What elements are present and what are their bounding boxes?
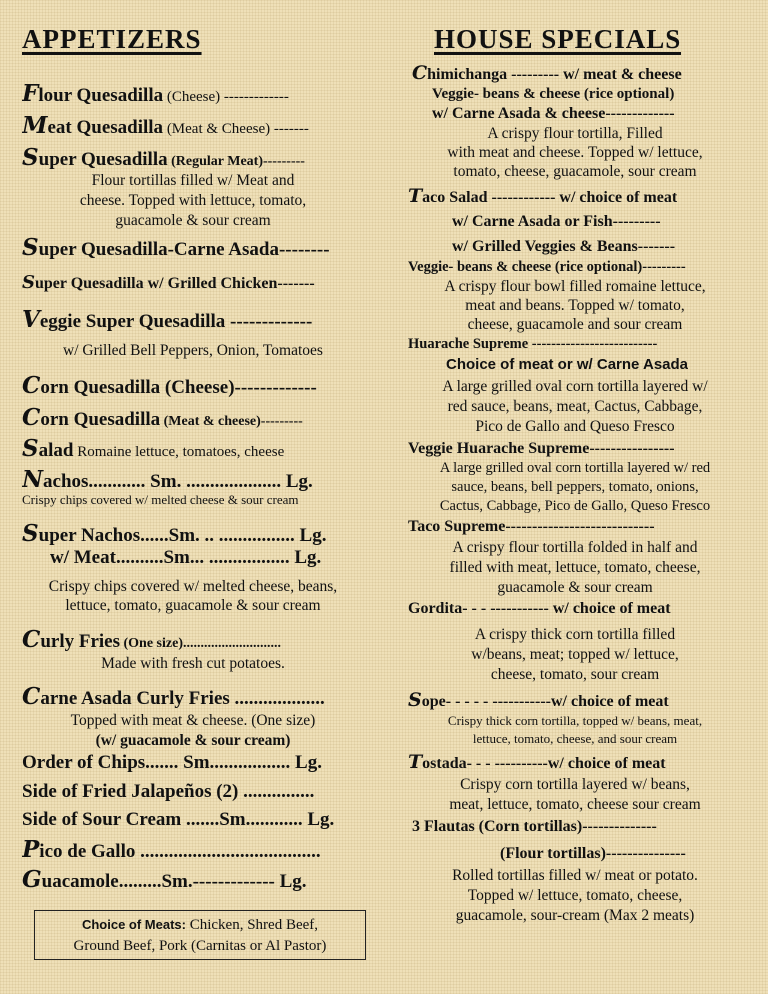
menu-item-nachos: Nachos............ Sm. .................... Lg. (22, 466, 313, 493)
taco-salad-carne-asada: w/ Carne Asada or Fish--------- (452, 213, 661, 230)
menu-item-super-quesadilla-carne-asada: Super Quesadilla-Carne Asada-------- (22, 234, 330, 261)
menu-item-corn-quesadilla-meat: Corn Quesadilla (Meat & cheese)--------- (22, 404, 303, 431)
item-description: cheese. Topped with lettuce, tomato, (79, 192, 307, 209)
menu-item-sope: Sope- - - - - -----------w/ choice of meat (408, 689, 669, 711)
item-description: A large grilled oval corn tortilla layered w/ red (439, 460, 711, 476)
chimichanga-veggie: Veggie- beans & cheese (rice optional) (432, 86, 675, 102)
item-description: with meat and cheese. Topped w/ lettuce, (447, 144, 703, 161)
menu-item-fried-jalapenos: Side of Fried Jalapeños (2) ............... (22, 781, 315, 802)
menu-item-taco-supreme: Taco Supreme---------------------------- (408, 518, 655, 535)
menu-item-corn-quesadilla-cheese: Corn Quesadilla (Cheese)------------- (22, 372, 317, 399)
item-description: (w/ guacamole & sour cream) (95, 732, 291, 749)
item-description: red sauce, beans, meat, Cactus, Cabbage, (447, 398, 703, 415)
item-description: guacamole & sour cream (115, 212, 271, 229)
choice-of-meats-label: Choice of Meats: (81, 917, 186, 932)
item-description: Crispy chips covered w/ melted cheese & sour cream (22, 492, 299, 507)
menu-item-veggie-huarache-supreme: Veggie Huarache Supreme---------------- (408, 440, 675, 457)
menu-item-gordita: Gordita- - - ----------- w/ choice of meat (408, 600, 671, 617)
item-description: filled with meat, lettuce, tomato, cheese, (449, 559, 701, 576)
taco-salad-veggies: w/ Grilled Veggies & Beans------- (452, 238, 676, 255)
menu-item-flour-quesadilla: Flour Quesadilla (Cheese) ------------- (22, 80, 289, 107)
item-description: A large grilled oval corn tortilla layered w/ (442, 378, 708, 395)
item-description: Crispy thick corn tortilla, topped w/ beans, meat, (447, 713, 703, 728)
menu-item-super-quesadilla: Super Quesadilla (Regular Meat)--------- (22, 144, 305, 171)
menu-item-veggie-super-quesadilla: Veggie Super Quesadilla ------------- (22, 306, 313, 333)
item-description: tomato, cheese, guacamole, sour cream (453, 163, 697, 180)
taco-salad-veggie: Veggie- beans & cheese (rice optional)--------- (408, 259, 686, 275)
meats-line-1: Chicken, Shred Beef, (185, 917, 319, 933)
menu-item-taco-salad: Taco Salad ------------ w/ choice of meat (408, 185, 678, 207)
item-description: A crispy thick corn tortilla filled (474, 626, 676, 643)
item-description: Made with fresh cut potatoes. (101, 655, 285, 672)
menu-item-meat-quesadilla: Meat Quesadilla (Meat & Cheese) ------- (22, 112, 309, 139)
menu-item-guacamole: Guacamole.........Sm.------------- Lg. (22, 866, 307, 893)
item-description: sauce, beans, bell peppers, tomato, onions, (451, 479, 699, 495)
menu-item-curly-fries: Curly Fries (One size)............................ (22, 626, 281, 653)
appetizers-title: APPETIZERS (22, 24, 202, 54)
menu-item-huarache-supreme: Huarache Supreme -------------------------- (408, 336, 658, 352)
item-description: Cactus, Cabbage, Pico de Gallo, Queso Fresco (439, 498, 711, 514)
huarache-choice: Choice of meat or w/ Carne Asada (446, 356, 689, 373)
choice-of-meats-box (34, 910, 366, 960)
menu-item-chimichanga: Chimichanga --------- w/ meat & cheese (412, 62, 682, 84)
chimichanga-carne-asada: w/ Carne Asada & cheese------------- (432, 105, 675, 122)
menu-item-pico-de-gallo: Pico de Gallo ...................................... (22, 836, 321, 863)
item-description: guacamole & sour cream (497, 579, 653, 596)
house-specials-title: HOUSE SPECIALS (434, 24, 682, 54)
item-description: Flour tortillas filled w/ Meat and (91, 172, 295, 189)
meats-line-2: Ground Beef, Pork (Carnitas or Al Pastor) (73, 938, 327, 954)
item-description: cheese, tomato, sour cream (490, 666, 660, 683)
menu-item-salad: Salad Romaine lettuce, tomatoes, cheese (22, 435, 285, 462)
item-description: lettuce, tomato, cheese, and sour cream (472, 731, 678, 746)
menu-item-tostada: Tostada- - - ----------w/ choice of meat (408, 751, 666, 773)
menu-item-super-nachos: Super Nachos......Sm. .. ................ Lg. (22, 520, 327, 547)
flautas-flour: (Flour tortillas)--------------- (500, 845, 686, 862)
item-description: w/beans, meat; topped w/ lettuce, (471, 646, 679, 663)
item-description: Topped with meat & cheese. (One size) (70, 712, 316, 729)
item-description: meat, lettuce, tomato, cheese sour cream (449, 796, 701, 813)
item-description: w/ Grilled Bell Peppers, Onion, Tomatoes (63, 342, 323, 359)
item-description: A crispy flour tortilla, Filled (487, 125, 663, 142)
menu-item-flautas: 3 Flautas (Corn tortillas)-------------- (412, 818, 657, 835)
item-description: lettuce, tomato, guacamole & sour cream (65, 597, 321, 614)
menu-item-carne-asada-curly-fries: Carne Asada Curly Fries ................... (22, 683, 325, 710)
item-description: Topped w/ lettuce, tomato, cheese, (467, 887, 683, 904)
menu-item-order-of-chips: Order of Chips....... Sm................. Lg. (22, 752, 322, 773)
menu-item-super-quesadilla-chicken: Super Quesadilla w/ Grilled Chicken------- (22, 272, 315, 293)
menu-item-sour-cream: Side of Sour Cream .......Sm............ Lg. (22, 809, 335, 830)
menu-item-super-nachos-meat: w/ Meat..........Sm... ................. Lg. (50, 547, 322, 568)
item-description: Rolled tortillas filled w/ meat or potato. (452, 867, 698, 884)
item-description: meat and beans. Topped w/ tomato, (465, 297, 685, 314)
item-description: guacamole, sour-cream (Max 2 meats) (455, 907, 695, 924)
item-description: A crispy flour tortilla folded in half and (452, 539, 698, 556)
item-description: Pico de Gallo and Queso Fresco (475, 418, 675, 435)
item-description: cheese, guacamole and sour cream (467, 316, 683, 333)
item-description: Crispy corn tortilla layered w/ beans, (460, 776, 690, 793)
item-description: Crispy chips covered w/ melted cheese, beans, (48, 578, 338, 595)
item-description: A crispy flour bowl filled romaine lettuce, (444, 278, 706, 295)
